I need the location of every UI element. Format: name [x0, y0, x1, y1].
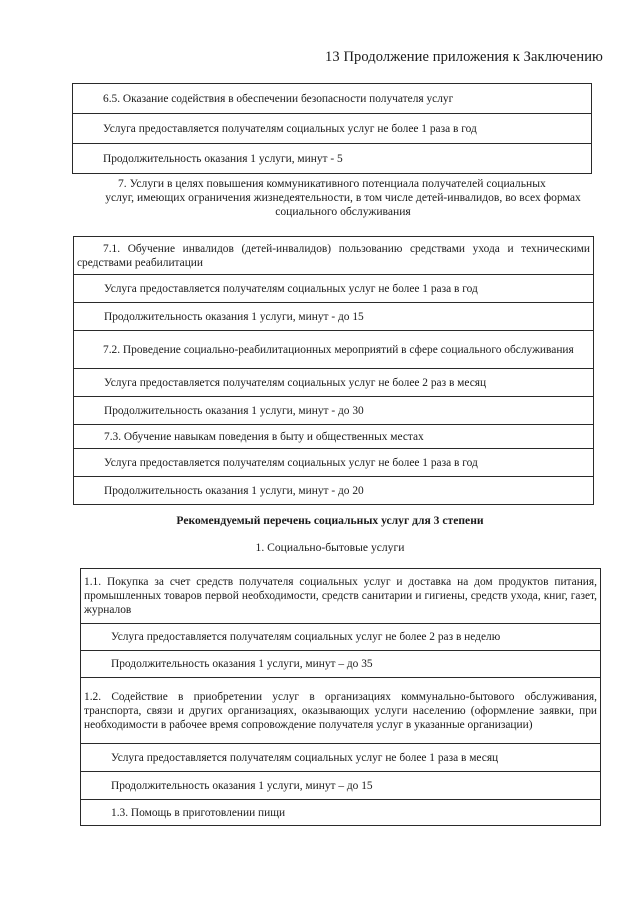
- services-table-7: [73, 236, 594, 505]
- service-frequency: Услуга предоставляется получателям социальных услуг не более 2 раз в неделю: [81, 624, 601, 651]
- page-header: 13 Продолжение приложения к Заключению: [325, 49, 603, 65]
- services-table-6: [72, 83, 592, 174]
- service-frequency: Услуга предоставляется получателям социальных услуг не более 1 раза в год: [74, 275, 594, 303]
- service-title-7-3: 7.3. Обучение навыкам поведения в быту и общественных местах: [74, 425, 594, 449]
- service-duration: Продолжительность оказания 1 услуги, минут - до 15: [74, 303, 594, 331]
- section-7-heading: [78, 177, 608, 219]
- service-duration: Продолжительность оказания 1 услуги, минут – до 15: [81, 772, 601, 800]
- section-7-heading-rest: услуг, имеющих ограничения жизнедеятельности, в том числе детей-инвалидов, во всех формах социального обслуживания: [105, 191, 581, 218]
- services-table-1: [80, 568, 601, 826]
- service-duration: Продолжительность оказания 1 услуги, минут - до 20: [74, 477, 594, 505]
- service-title-7-1: 7.1. Обучение инвалидов (детей-инвалидов) пользованию средствами ухода и техническими средствами реабилитации: [74, 237, 594, 275]
- service-frequency: Услуга предоставляется получателям социальных услуг не более 1 раза в год: [73, 114, 592, 144]
- service-duration: Продолжительность оказания 1 услуги, минут - до 30: [74, 397, 594, 425]
- section-1-heading: 1. Социально-бытовые услуги: [255, 541, 405, 554]
- section-7-heading-line1: 7. Услуги в целях повышения коммуникативного потенциала получателей социальных: [118, 177, 546, 190]
- service-title-6-5: 6.5. Оказание содействия в обеспечении безопасности получателя услуг: [73, 84, 592, 114]
- service-title-1-3: 1.3. Помощь в приготовлении пищи: [81, 800, 601, 826]
- service-title-7-2: 7.2. Проведение социально-реабилитационных мероприятий в сфере социального обслуживания: [74, 331, 594, 369]
- service-title-1-1: 1.1. Покупка за счет средств получателя социальных услуг и доставка на дом продуктов питания, промышленных товаров первой необходимости, средств санитарии и гигиены, средств ухода, книг, газет, журналов: [81, 569, 601, 624]
- service-frequency: Услуга предоставляется получателям социальных услуг не более 1 раза в год: [74, 449, 594, 477]
- service-frequency: Услуга предоставляется получателям социальных услуг не более 1 раза в месяц: [81, 744, 601, 772]
- service-title-1-2: 1.2. Содействие в приобретении услуг в организациях коммунально-бытового обслуживания, транспорта, связи и других организациях, оказывающих услуги населению (оформление заявки, при необходимости в рабочее время сопровождение получателя услуг в указанные организации): [81, 678, 601, 744]
- service-duration: Продолжительность оказания 1 услуги, минут - 5: [73, 144, 592, 174]
- recommended-list-title: Рекомендуемый перечень социальных услуг для 3 степени: [176, 514, 484, 527]
- service-frequency: Услуга предоставляется получателям социальных услуг не более 2 раз в месяц: [74, 369, 594, 397]
- service-duration: Продолжительность оказания 1 услуги, минут – до 35: [81, 651, 601, 678]
